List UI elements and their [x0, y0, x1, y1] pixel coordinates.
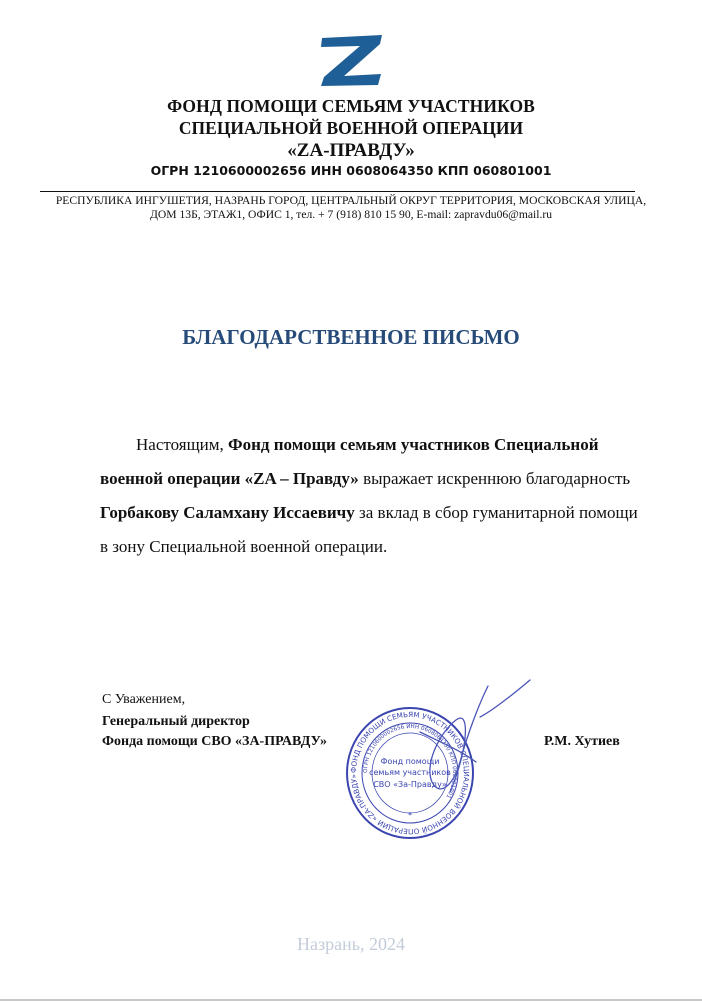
body-recipient-name: Горбакову Саламхану Иссаевичу — [100, 503, 355, 522]
header-divider — [40, 191, 635, 192]
address-text: ДОМ 13Б, ЭТАЖ1, ОФИС 1, тел. + 7 (918) 810 15 90, E-mail: zapravdu06@mail.ru — [149, 208, 553, 221]
svg-text:ОГРН 1210600002656 ИНН 0608064: ОГРН 1210600002656 ИНН 0608064350 КПП 060801001 — [362, 723, 458, 800]
letter-body — [100, 428, 640, 564]
body-intro: Настоящим, — [136, 435, 229, 454]
letter-title: БЛАГОДАРСТВЕННОЕ ПИСЬМО — [182, 325, 520, 349]
signature-position: Генеральный директор — [102, 714, 250, 729]
body-org-name: Фонд помощи семьям участников Специальной военной операции «ZA – Правду» — [100, 435, 599, 488]
org-name-line3: «ZA-ПРАВДУ» — [287, 140, 415, 161]
city-year: Назрань, 2024 — [297, 934, 405, 954]
svg-text:семьям участников: семьям участников — [369, 768, 451, 777]
registration-numbers: ОГРН 1210600002656 ИНН 0608064350 КПП 060801001 — [150, 163, 552, 178]
body-expresses: выражает искреннюю благодарность — [358, 469, 631, 488]
handwritten-signature — [380, 672, 540, 812]
body-reason: за вклад в сбор гуманитарной помощи в зону Специальной военной операции. — [100, 503, 638, 556]
signature-organization: Фонда помощи СВО «ЗА-ПРАВДУ» — [102, 734, 327, 749]
signature-greeting: С Уважением, — [102, 692, 186, 707]
svg-text:Фонд помощи: Фонд помощи — [380, 757, 440, 766]
address-line2 — [0, 208, 702, 222]
z-logo-icon — [318, 32, 386, 88]
org-name-line2: СПЕЦИАЛЬНОЙ ВОЕННОЙ ОПЕРАЦИИ — [178, 118, 524, 138]
signer-name: Р.М. Хутиев — [544, 734, 620, 749]
org-name-line1: ФОНД ПОМОЩИ СЕМЬЯМ УЧАСТНИКОВ — [167, 96, 535, 116]
address-line1: РЕСПУБЛИКА ИНГУШЕТИЯ, НАЗРАНЬ ГОРОД, ЦЕНТРАЛЬНЫЙ ОКРУГ ТЕРРИТОРИЯ, МОСКОВСКАЯ УЛИЦА, — [55, 194, 647, 207]
svg-text:*: * — [408, 811, 412, 820]
svg-text:ФОНД ПОМОЩИ СЕМЬЯМ УЧАСТНИКОВ: ФОНД ПОМОЩИ СЕМЬЯМ УЧАСТНИКОВ СПЕЦИАЛЬНОЙ ВОЕННОЙ ОПЕРАЦИИ «ZA-ПРАВДУ» — [348, 709, 472, 837]
svg-text:СВО «За-Правду»: СВО «За-Правду» — [373, 780, 447, 789]
